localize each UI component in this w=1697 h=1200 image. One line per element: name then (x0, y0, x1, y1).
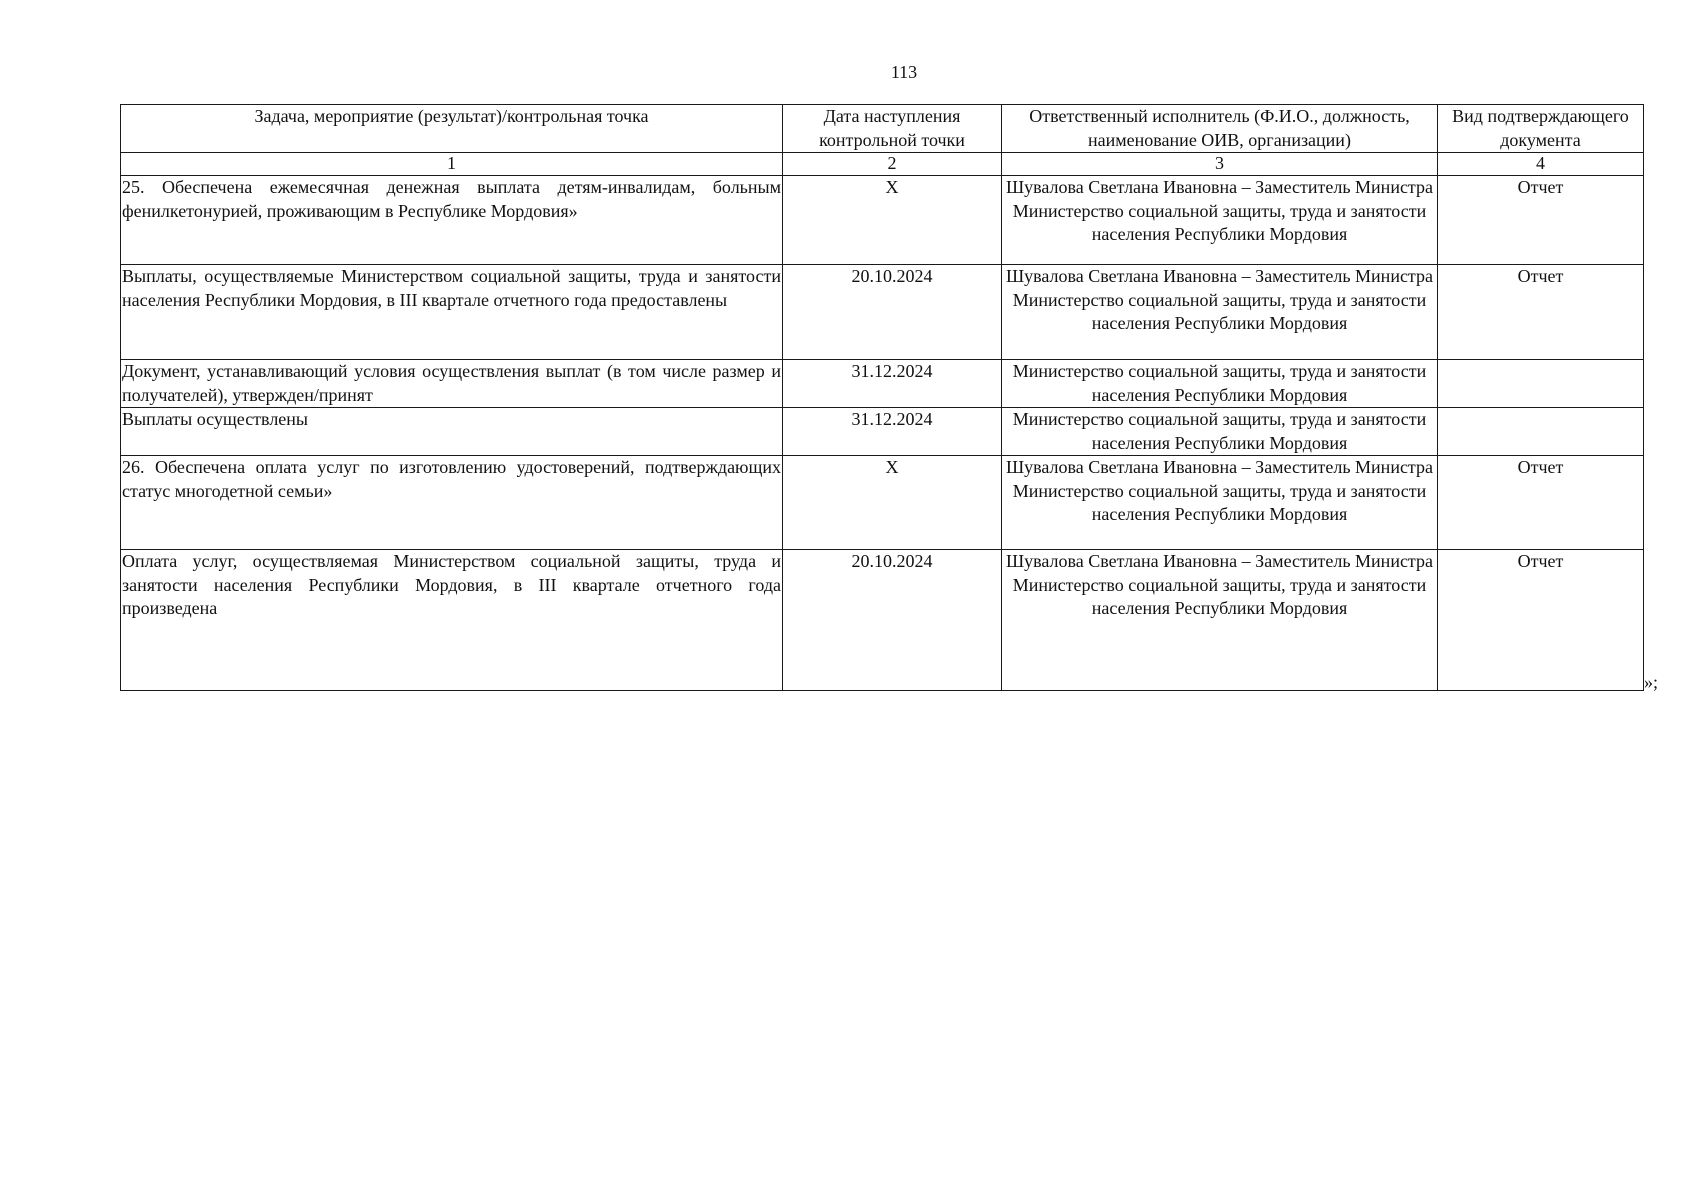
header-date: Дата наступления контрольной точки (783, 105, 1002, 153)
executor-org: Министерство социальной защиты, труда и занятости населения Республики Мордовия (1012, 409, 1427, 453)
executor-org: Министерство социальной защиты, труда и занятости населения Республики Мордовия (1012, 361, 1427, 405)
task-cell: Выплаты, осуществляемые Министерством социальной защиты, труда и занятости населения Республики Мордовия, в III квартале отчетного года предоставлены (121, 265, 783, 360)
executor-person: Шувалова Светлана Ивановна – Заместитель Министра (1005, 457, 1434, 477)
document-cell: Отчет (1438, 550, 1644, 691)
executor-cell (1002, 456, 1438, 550)
executor-cell (1002, 265, 1438, 360)
task-cell: 25. Обеспечена ежемесячная денежная выплата детям-инвалидам, больным фенилкетонурией, проживающим в Республике Мордовия» (121, 176, 783, 265)
document-cell: Отчет (1438, 176, 1644, 265)
date-cell: X (783, 456, 1002, 550)
column-number-row (121, 153, 1644, 176)
table-row (121, 456, 1644, 550)
date-cell: 31.12.2024 (783, 408, 1002, 456)
closing-quote-mark: »; (1644, 672, 1659, 692)
header-document: Вид подтверждающего документа (1438, 105, 1644, 153)
document-cell (1438, 408, 1644, 456)
table-row (121, 408, 1644, 456)
page-number: 113 (890, 62, 918, 82)
executor-person: Шувалова Светлана Ивановна – Заместитель Министра (1005, 266, 1434, 286)
date-cell: 31.12.2024 (783, 360, 1002, 408)
task-cell: 26. Обеспечена оплата услуг по изготовлению удостоверений, подтверждающих статус многодетной семьи» (121, 456, 783, 550)
document-cell (1438, 360, 1644, 408)
table-row (121, 550, 1644, 691)
document-cell: Отчет (1438, 265, 1644, 360)
header-executor: Ответственный исполнитель (Ф.И.О., должность, наименование ОИВ, организации) (1002, 105, 1438, 153)
column-number: 2 (783, 153, 1002, 176)
executor-cell (1002, 360, 1438, 408)
task-cell: Документ, устанавливающий условия осуществления выплат (в том числе размер и получателей), утвержден/принят (121, 360, 783, 408)
column-number: 1 (121, 153, 783, 176)
table-row (121, 360, 1644, 408)
column-number: 3 (1002, 153, 1438, 176)
executor-org: Министерство социальной защиты, труда и занятости населения Республики Мордовия (1012, 289, 1427, 333)
executor-person: Шувалова Светлана Ивановна – Заместитель Министра (1005, 551, 1434, 571)
document-cell: Отчет (1438, 456, 1644, 550)
executor-org: Министерство социальной защиты, труда и занятости населения Республики Мордовия (1012, 200, 1427, 244)
table-row (121, 265, 1644, 360)
executor-person: Шувалова Светлана Ивановна – Заместитель Министра (1005, 177, 1434, 197)
task-cell: Оплата услуг, осуществляемая Министерством социальной защиты, труда и занятости населения Республики Мордовия, в III квартале отчетного года произведена (121, 550, 783, 691)
executor-cell (1002, 176, 1438, 265)
table-header-row (121, 105, 1644, 153)
executor-org: Министерство социальной защиты, труда и занятости населения Республики Мордовия (1012, 480, 1427, 524)
date-cell: 20.10.2024 (783, 265, 1002, 360)
executor-cell (1002, 408, 1438, 456)
control-points-table (120, 104, 1644, 691)
column-number: 4 (1438, 153, 1644, 176)
date-cell: 20.10.2024 (783, 550, 1002, 691)
header-task: Задача, мероприятие (результат)/контрольная точка (121, 105, 783, 153)
executor-org: Министерство социальной защиты, труда и занятости населения Республики Мордовия (1012, 574, 1427, 618)
executor-cell (1002, 550, 1438, 691)
task-cell: Выплаты осуществлены (121, 408, 783, 456)
table-row (121, 176, 1644, 265)
date-cell: X (783, 176, 1002, 265)
